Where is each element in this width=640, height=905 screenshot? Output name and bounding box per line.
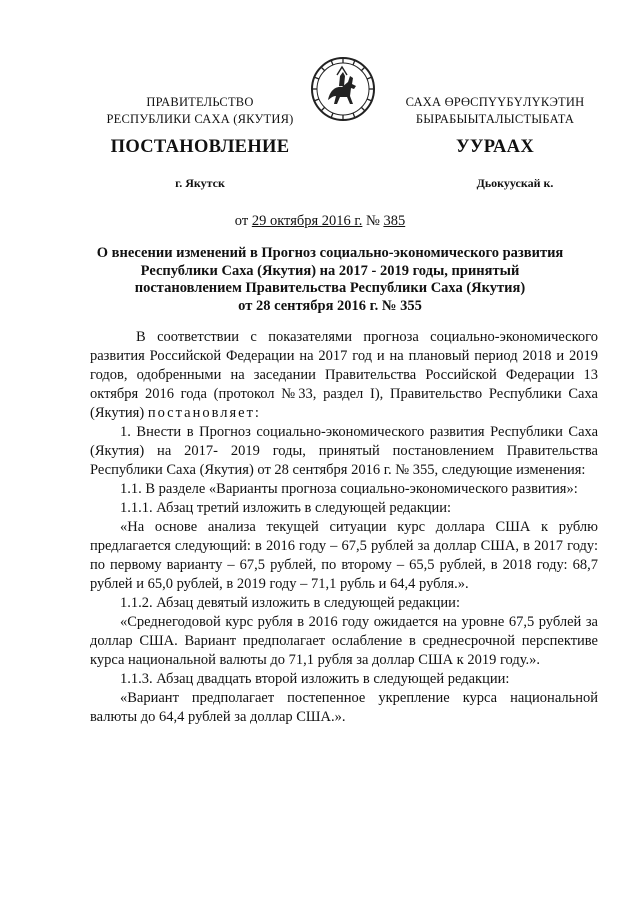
title-line2: Республики Саха (Якутия) на 2017 - 2019 годы, принятый bbox=[140, 262, 520, 279]
document-date: 29 октября 2016 г. bbox=[251, 213, 363, 229]
preamble-text: В соответствии с показателями прогноза социально-экономического развития Российской Федерации на 2017 год и на плановый период 2018 и 2019 годов, одобренными на заседании Правительства Российской Федерации 13 октября 2016 года (протокол №33, раздел I), Правительство Республики Саха (Якутия) bbox=[90, 329, 598, 421]
paragraph-quote-1: «На основе анализа текущей ситуации курс доллара США к рублю предлагается следующий: в 2016 году – 67,5 рублей за доллар США, в 2017 году: по первому варианту – 67,5 рублей, по второму – 65,5 рублей, в 2018 году: 68,7 рублей и 65,0 рублей, в 2019 году – 71,1 рубль и 64,4 рубля.». bbox=[90, 519, 598, 592]
paragraph-quote-3: «Вариант предполагает постепенное укрепление курса национальной валюты до 64,4 рублей за доллар США.». bbox=[90, 690, 598, 725]
title-line4: от 28 сентября 2016 г. № 355 bbox=[238, 297, 422, 314]
header-right-line1: САХА ӨРӨСПҮҮБҮЛҮКЭТИН bbox=[405, 95, 585, 109]
city-ru: г. Якутск bbox=[175, 176, 225, 190]
date-prefix: от bbox=[234, 213, 249, 229]
paragraph-1-1-2: 1.1.2. Абзац девятый изложить в следующей редакции: bbox=[120, 595, 460, 611]
title-line1: О внесении изменений в Прогноз социально-экономического развития bbox=[96, 245, 564, 261]
doc-type-ru: ПОСТАНОВЛЕНИЕ bbox=[110, 137, 290, 157]
number-label: № bbox=[365, 213, 380, 229]
header-right bbox=[390, 94, 600, 128]
city-sah: Дьокуускай к. bbox=[476, 176, 554, 190]
coat-of-arms-icon bbox=[310, 56, 376, 122]
paragraph-preamble bbox=[90, 328, 598, 423]
doc-type-sah: УУРААХ bbox=[456, 137, 534, 157]
paragraph-1: 1. Внести в Прогноз социально-экономического развития Республики Саха (Якутия) на 2017- 2019 годы, принятый постановлением Правительства Республики Саха (Якутия) от 28 сентября 2016 г. № 355, следующие изменения: bbox=[90, 424, 598, 478]
header-right-line2: БЫРАБЫЫТАЛЫСТЫБАТА bbox=[415, 112, 575, 126]
document-body bbox=[90, 328, 598, 727]
paragraph-1-1: 1.1. В разделе «Варианты прогноза социально-экономического развития»: bbox=[120, 481, 578, 497]
paragraph-1-1-1: 1.1.1. Абзац третий изложить в следующей редакции: bbox=[120, 500, 452, 516]
date-line bbox=[0, 213, 640, 230]
header-left-line1: ПРАВИТЕЛЬСТВО bbox=[146, 95, 254, 109]
header-left bbox=[100, 94, 300, 128]
resolve-word: постановляет: bbox=[147, 405, 261, 421]
title-line3: постановлением Правительства Республики Саха (Якутия) bbox=[134, 280, 526, 296]
header-left-line2: РЕСПУБЛИКИ САХА (ЯКУТИЯ) bbox=[106, 112, 294, 126]
document-number: 385 bbox=[383, 213, 406, 229]
paragraph-quote-2: «Среднегодовой курс рубля в 2016 году ожидается на уровне 67,5 рублей за доллар США. Вариант предполагает ослабление в среднесрочной перспективе курса национальной валюты до 71,1 рубля за доллар США к 2019 году.». bbox=[90, 614, 598, 668]
paragraph-1-1-3: 1.1.3. Абзац двадцать второй изложить в следующей редакции: bbox=[120, 671, 510, 687]
document-title bbox=[60, 245, 600, 315]
coat-of-arms-emblem bbox=[310, 56, 376, 122]
